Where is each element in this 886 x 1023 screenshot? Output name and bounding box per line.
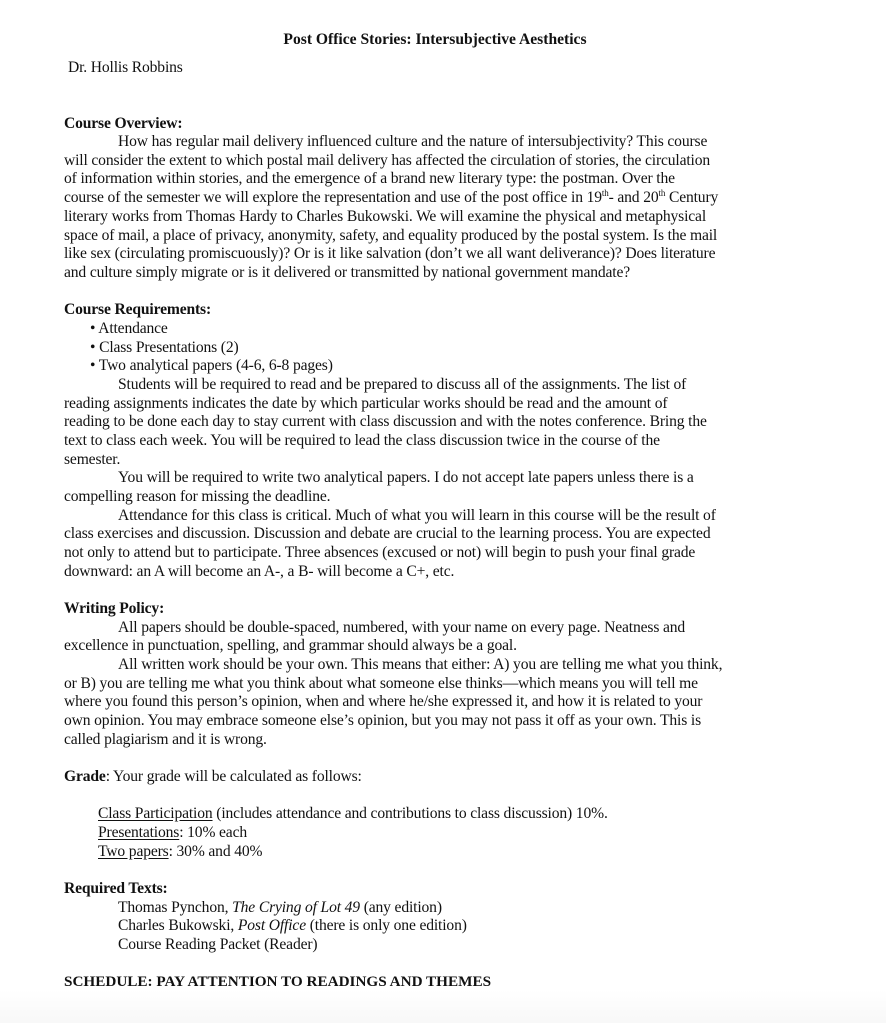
bullet-icon: • — [90, 320, 99, 337]
writing-policy-line: excellence in punctuation, spelling, and grammar should always be a goal. — [64, 637, 517, 654]
bullet-icon: • — [90, 339, 100, 356]
writing-policy-line: own opinion. You may embrace someone else’s opinion, but you may not pass it off as your own. This is — [64, 712, 701, 729]
schedule-heading: SCHEDULE: PAY ATTENTION TO READINGS AND THEMES — [64, 973, 492, 990]
grade-item: Class Participation (includes attendance and contributions to class discussion) 10%. — [98, 805, 608, 822]
book-title: Post Office — [237, 917, 306, 934]
requirements-paragraph-line: compelling reason for missing the deadline. — [64, 488, 331, 505]
requirements-paragraph-line: reading assignments indicates the date by which particular works should be read and the amount of — [64, 395, 668, 412]
requirements-paragraph-line: downward: an A will become an A-, a B- will become a C+, etc. — [64, 563, 455, 580]
writing-policy-line: called plagiarism and it is wrong. — [64, 731, 267, 748]
overview-line: space of mail, a place of privacy, anonymity, safety, and equality produced by the postal system. Is the mail — [64, 227, 718, 244]
overview-line: literary works from Thomas Hardy to Charles Bukowski. We will examine the physical and metaphysical — [64, 208, 707, 225]
writing-policy-line: where you found this person’s opinion, when and where he/she expressed it, and how it is related to your — [64, 693, 703, 710]
course-overview-heading: Course Overview: — [64, 115, 183, 132]
requirement-bullet: • Attendance — [90, 320, 168, 337]
overview-line: How has regular mail delivery influenced culture and the nature of intersubjectivity? This course — [118, 133, 708, 150]
required-texts-heading: Required Texts: — [64, 880, 168, 897]
requirements-paragraph-line: You will be required to write two analytical papers. I do not accept late papers unless there is a — [118, 469, 694, 486]
overview-line: like sex (circulating promiscuously)? Or is it like salvation (don’t we all want deliverance)? Does literature — [64, 245, 716, 262]
document-title: Post Office Stories: Intersubjective Aesthetics — [283, 31, 587, 48]
overview-line: will consider the extent to which postal mail delivery has affected the circulation of stories, the circulation — [64, 152, 711, 169]
requirements-paragraph-line: text to class each week. You will be required to lead the class discussion twice in the course of the — [64, 432, 660, 449]
grade-heading: Grade — [64, 768, 106, 785]
grade-item-label: Two papers — [98, 843, 169, 860]
overview-line: course of the semester we will explore the representation and use of the post office in 19th- and 20th Century — [64, 188, 719, 206]
requirements-paragraph-line: class exercises and discussion. Discussion and debate are crucial to the learning process. You are expected — [64, 525, 711, 542]
requirements-paragraph-line: Attendance for this class is critical. Much of what you will learn in this course will be the result of — [118, 507, 716, 524]
course-requirements-heading: Course Requirements: — [64, 301, 211, 318]
bullet-icon: • — [90, 357, 99, 374]
writing-policy-line: All papers should be double-spaced, numbered, with your name on every page. Neatness and — [118, 619, 686, 636]
requirements-paragraph-line: not only to attend but to participate. Three absences (excused or not) will begin to push your final grade — [64, 544, 696, 561]
requirement-bullet: • Class Presentations (2) — [90, 339, 239, 356]
requirements-paragraph-line: Students will be required to read and be prepared to discuss all of the assignments. The list of — [118, 376, 687, 393]
grade-intro: Grade: Your grade will be calculated as follows: — [64, 768, 362, 785]
writing-policy-heading: Writing Policy: — [64, 600, 165, 617]
requirements-paragraph-line: reading to be done each day to stay current with class discussion and with the notes conference. Bring the — [64, 413, 707, 430]
overview-line: of information within stories, and the emergence of a brand new literary type: the postman. Over the — [64, 170, 675, 187]
grade-item: Two papers: 30% and 40% — [98, 843, 263, 860]
book-title: The Crying of Lot 49 — [232, 899, 360, 916]
required-text-item: Charles Bukowski, Post Office (there is only one edition) — [118, 917, 467, 934]
required-text-item: Thomas Pynchon, The Crying of Lot 49 (any edition) — [118, 899, 442, 916]
grade-item-label: Class Participation — [98, 805, 213, 822]
overview-line: and culture simply migrate or is it delivered or transmitted by national government mandate? — [64, 264, 631, 281]
writing-policy-line: All written work should be your own. This means that either: A) you are telling me what you think, — [118, 656, 723, 673]
required-text-item: Course Reading Packet (Reader) — [118, 936, 318, 953]
requirements-paragraph-line: semester. — [64, 451, 121, 468]
requirement-bullet: • Two analytical papers (4-6, 6-8 pages) — [90, 357, 333, 374]
grade-item-label: Presentations — [98, 824, 180, 841]
author-name: Dr. Hollis Robbins — [68, 59, 183, 76]
writing-policy-line: or B) you are telling me what you think about what someone else thinks—which means you will tell me — [64, 675, 698, 692]
grade-item: Presentations: 10% each — [98, 824, 247, 841]
